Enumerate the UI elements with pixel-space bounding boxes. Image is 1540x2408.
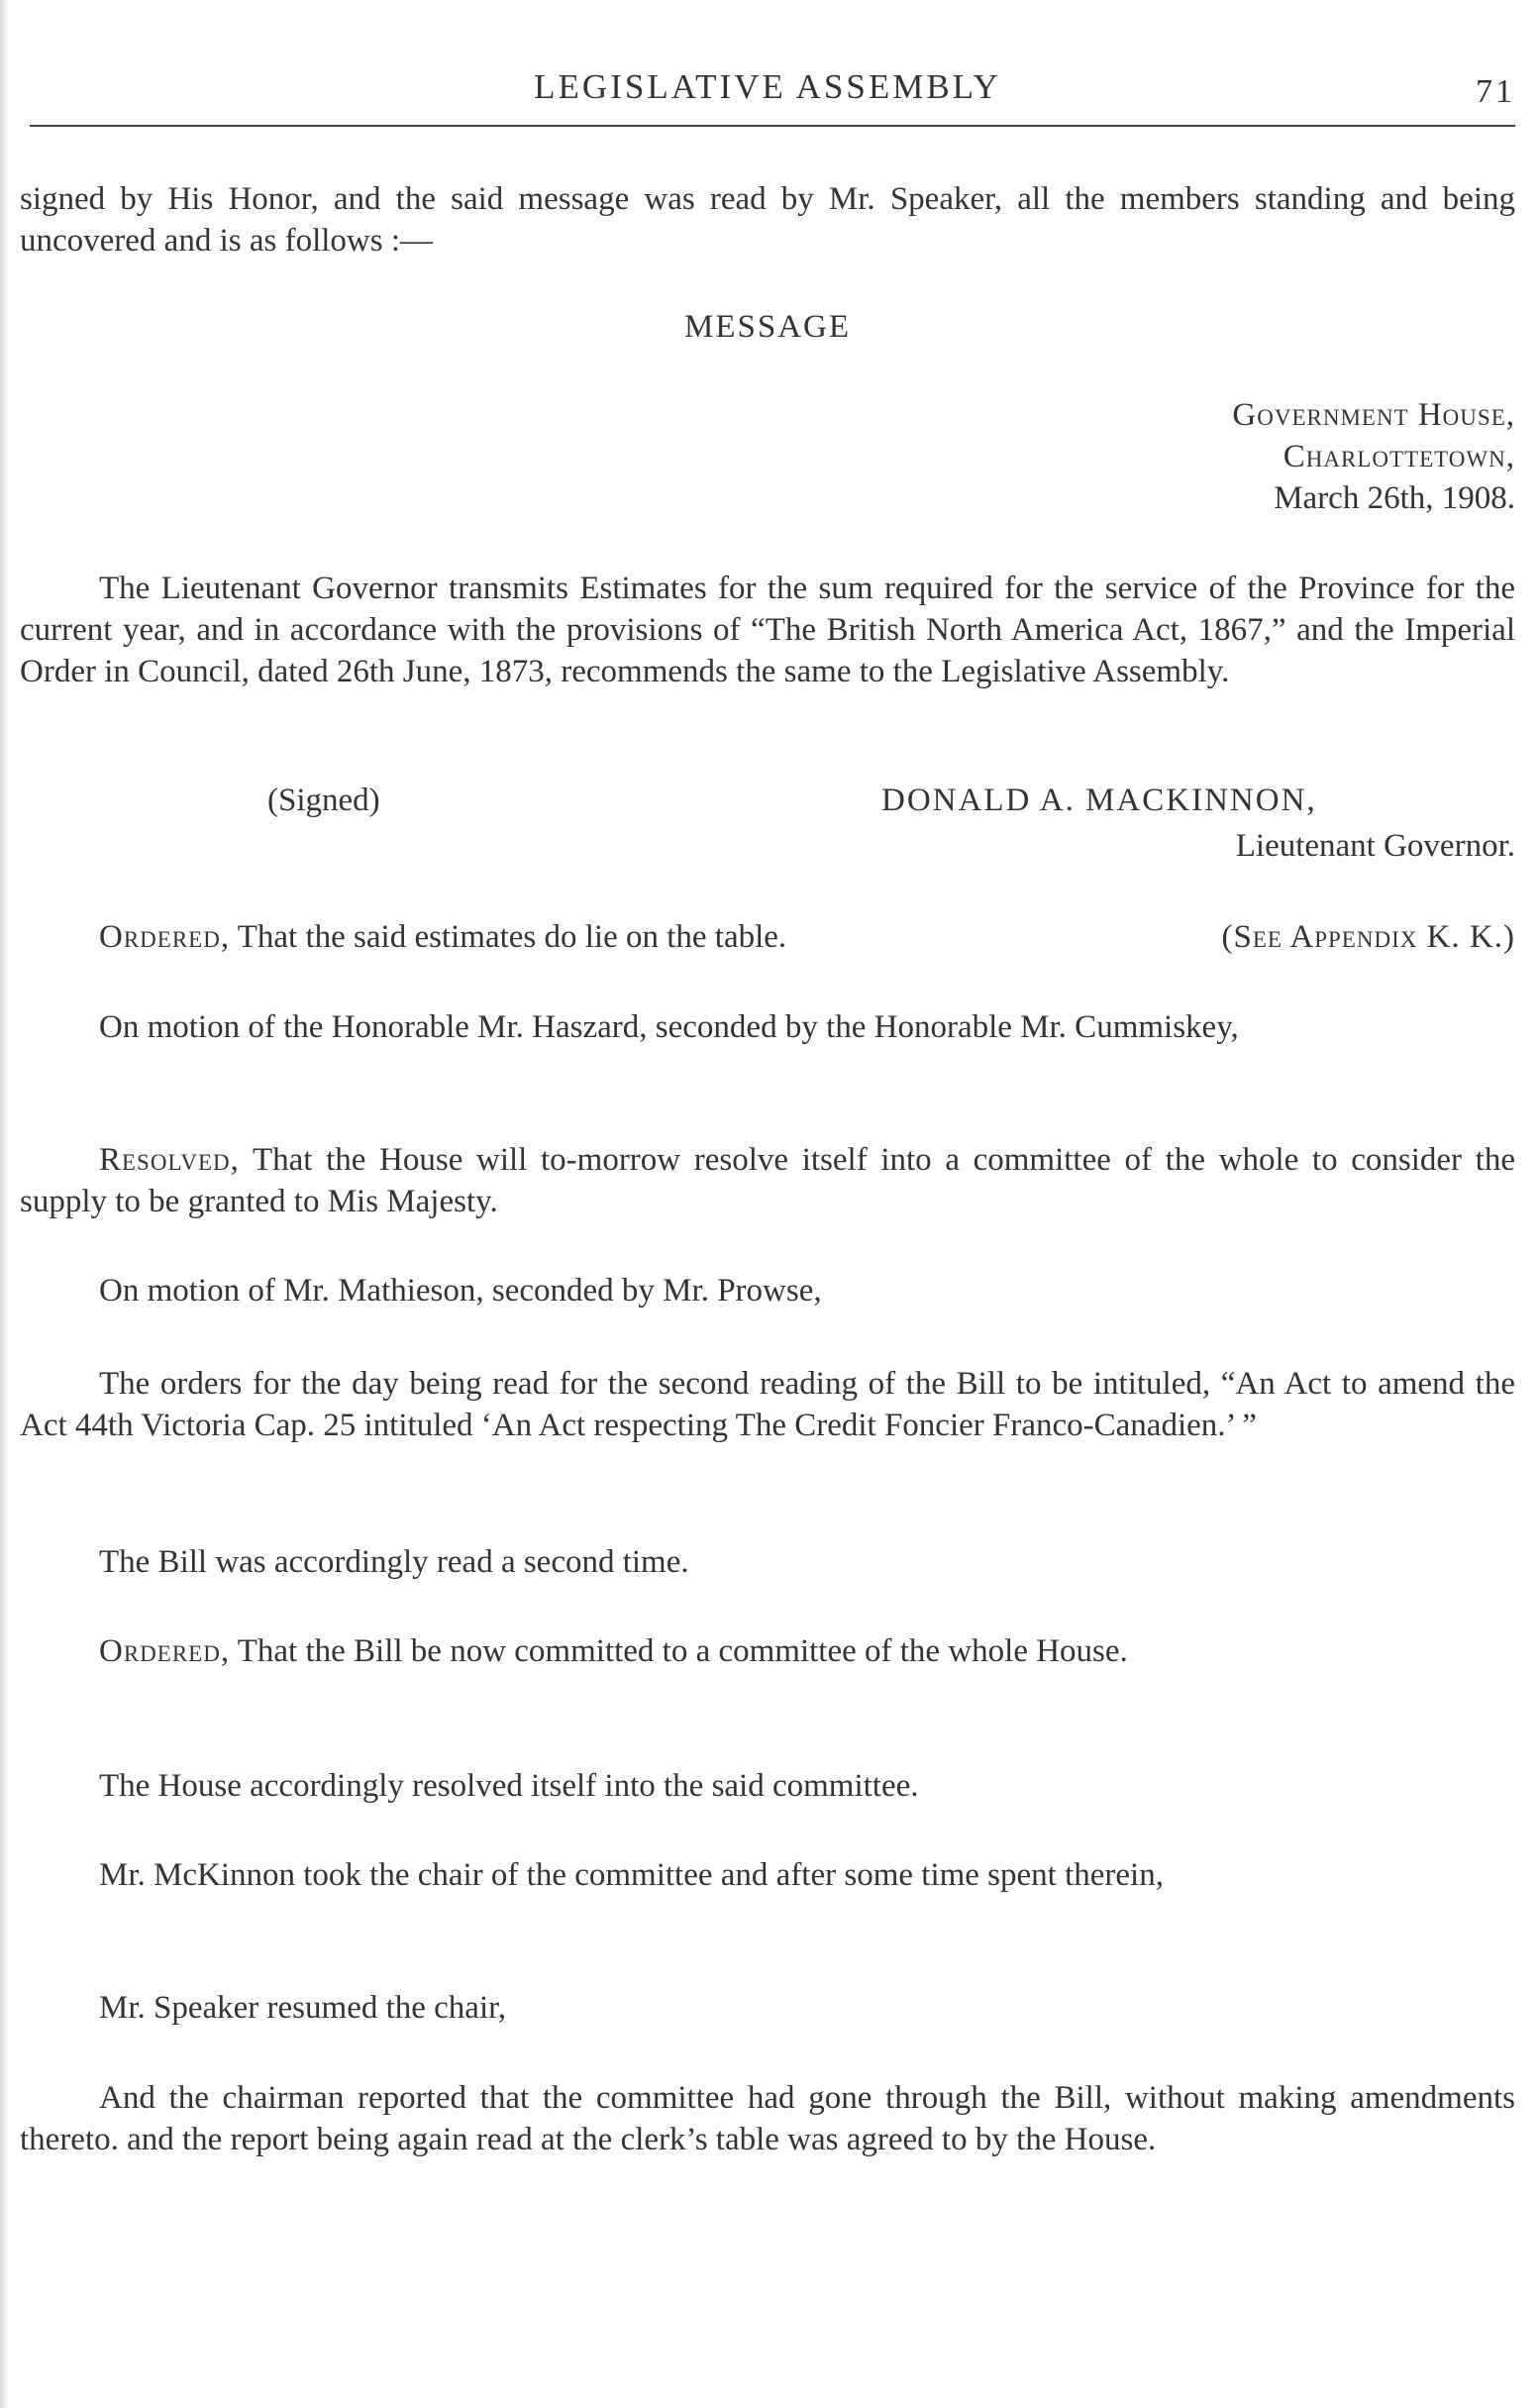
paragraph-ordered-committed [20, 1630, 1515, 1672]
ordered-text: That the said estimates do lie on the table. [230, 919, 787, 955]
paragraph-mckinnon-chair: Mr. McKinnon took the chair of the committee and after some time spent therein, [99, 1857, 1164, 1893]
paragraph-motion-haszard: On motion of the Honorable Mr. Haszard, seconded by the Honorable Mr. Cummiskey, [99, 1009, 1239, 1045]
signed-label: (Signed) [267, 783, 380, 818]
paragraph-ordered-estimates [20, 916, 1515, 958]
paragraph-second-reading: The Bill was accordingly read a second time. [99, 1544, 689, 1580]
document-page [20, 0, 1515, 2408]
resolved-lead: Resolved, [99, 1142, 240, 1178]
paragraph-resolved [20, 1139, 1515, 1222]
message-heading: MESSAGE [683, 309, 852, 345]
paragraph-committee-resolved: The House accordingly resolved itself into the said committee. [99, 1768, 919, 1804]
running-head [20, 67, 1515, 117]
page-number: 71 [1476, 73, 1515, 110]
paragraph-speaker-resumed: Mr. Speaker resumed the chair, [99, 1990, 507, 2026]
address-line-2: Charlottetown, [1283, 439, 1515, 474]
address-line-1: Government House, [1232, 397, 1515, 433]
resolved-text: That the House will to-morrow resolve itself into a committee of the whole to consider the supply to be granted to Mis Majesty. [20, 1142, 1515, 1219]
paragraph-orders-of-day: The orders for the day being read for the second reading of the Bill to be intituled, “An Act to amend the Act 44th Victoria Cap. 25 intituled ‘An Act respecting The Credit Foncier Franco-Canadien.’ ” [20, 1366, 1515, 1443]
ordered-lead: Ordered, [99, 919, 231, 955]
page-title: LEGISLATIVE ASSEMBLY [534, 67, 1001, 106]
signer-title: Lieutenant Governor. [1235, 828, 1515, 864]
paragraph-signed-by: signed by His Honor, and the said message was read by Mr. Speaker, all the members standing and being uncovered and is as follows :— [20, 181, 1515, 259]
paragraph-motion-mathieson: On motion of Mr. Mathieson, seconded by Mr. Prowse, [99, 1273, 822, 1309]
ordered-committed-text: That the Bill be now committed to a committee of the whole House. [230, 1633, 1128, 1669]
paragraph-chairman-report: And the chairman reported that the committee had gone through the Bill, without making amendments thereto. and the report being again read at the clerk’s table was agreed to by the House. [20, 2080, 1515, 2157]
paragraph-estimates: The Lieutenant Governor transmits Estimates for the sum required for the service of the Province for the current year, and in accordance with the provisions of “The British North America Act, 1867,” and the Imperial Order in Council, dated 26th June, 1873, recommends the same to the Legislative Assembly. [20, 571, 1515, 689]
header-rule [30, 125, 1515, 127]
signer-name: DONALD A. MACKINNON, [881, 783, 1317, 818]
scan-edge-shadow [0, 0, 10, 2408]
ordered-committed-lead: Ordered, [99, 1633, 231, 1669]
address-date: March 26th, 1908. [1274, 480, 1515, 516]
appendix-reference: (See Appendix K. K.) [1221, 919, 1515, 955]
